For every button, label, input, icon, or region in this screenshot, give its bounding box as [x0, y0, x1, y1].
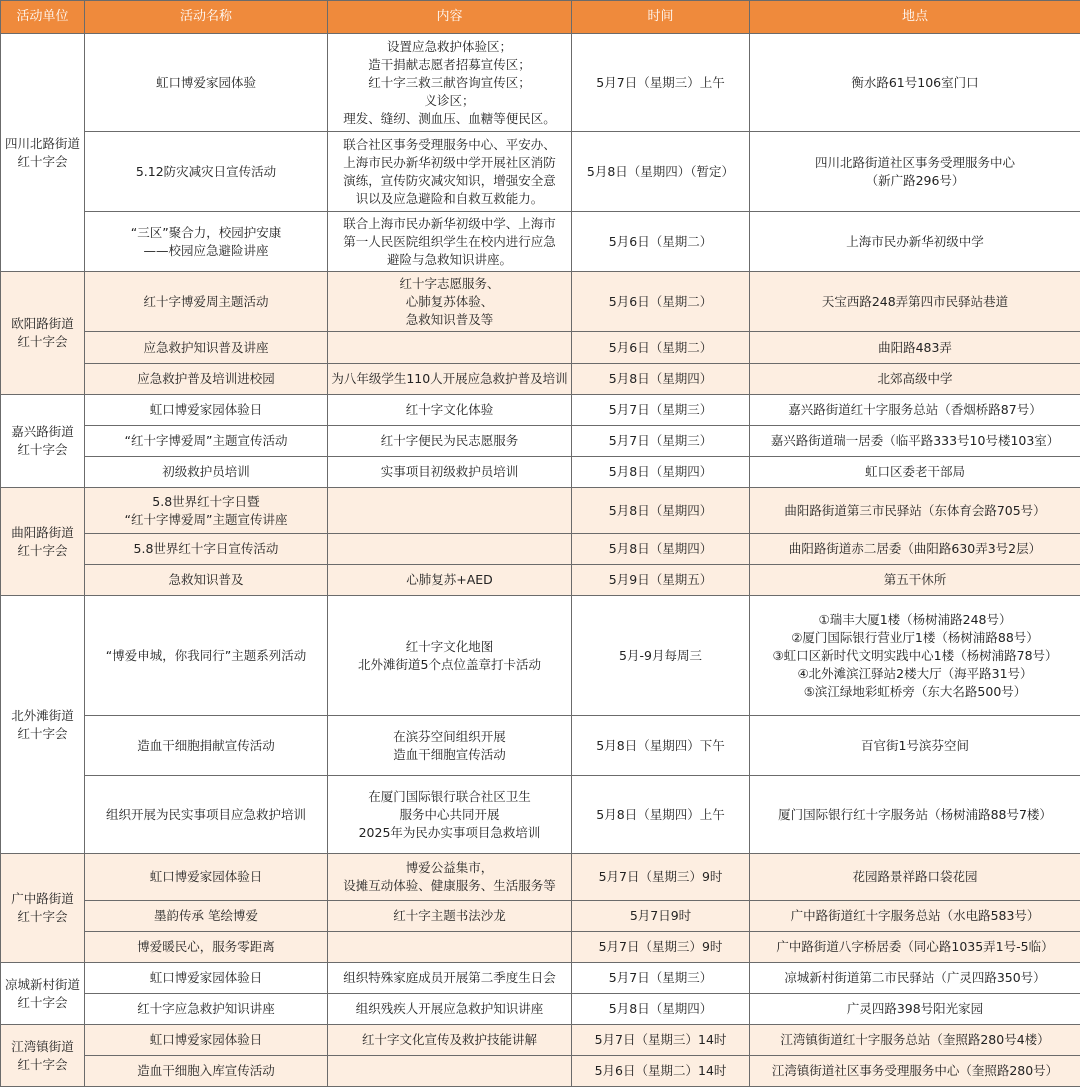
name-cell: 5.12防灾减灾日宣传活动 — [85, 132, 328, 212]
place-cell: 江湾镇街道红十字服务总站（奎照路280号4楼） — [750, 1025, 1080, 1056]
table-row — [1, 963, 1080, 994]
table-row — [1, 426, 1080, 457]
table-row — [1, 932, 1080, 963]
time-cell: 5月7日（星期三）上午 — [572, 34, 750, 132]
header-time: 时间 — [572, 1, 750, 34]
unit-cell: 嘉兴路街道 红十字会 — [1, 395, 85, 488]
time-cell: 5月9日（星期五） — [572, 565, 750, 596]
time-cell: 5月7日（星期三） — [572, 963, 750, 994]
place-cell: 厦门国际银行红十字服务站（杨树浦路88号7楼） — [750, 776, 1080, 854]
header-unit: 活动单位 — [1, 1, 85, 34]
name-cell: 博爱暖民心，服务零距离 — [85, 932, 328, 963]
place-cell: 曲阳路街道赤二居委（曲阳路630弄3号2层） — [750, 534, 1080, 565]
time-cell: 5月7日（星期三） — [572, 395, 750, 426]
place-cell: 广灵四路398号阳光家园 — [750, 994, 1080, 1025]
time-cell: 5月8日（星期四）（暂定） — [572, 132, 750, 212]
unit-cell: 曲阳路街道 红十字会 — [1, 488, 85, 596]
content-cell — [328, 1056, 572, 1087]
content-cell: 红十字主题书法沙龙 — [328, 901, 572, 932]
time-cell: 5月8日（星期四）下午 — [572, 716, 750, 776]
table-body — [1, 34, 1080, 1087]
header-place: 地点 — [750, 1, 1080, 34]
table-row — [1, 132, 1080, 212]
name-cell: 应急救护知识普及讲座 — [85, 332, 328, 364]
table-row — [1, 776, 1080, 854]
place-cell: 广中路街道红十字服务总站（水电路583号） — [750, 901, 1080, 932]
place-cell: 第五干休所 — [750, 565, 1080, 596]
name-cell: 红十字博爱周主题活动 — [85, 272, 328, 332]
place-cell: 广中路街道八字桥居委（同心路1035弄1号-5临） — [750, 932, 1080, 963]
table-row — [1, 901, 1080, 932]
content-cell: 红十字文化地图 北外滩街道5个点位盖章打卡活动 — [328, 596, 572, 716]
unit-cell: 北外滩街道 红十字会 — [1, 596, 85, 854]
table-row — [1, 364, 1080, 395]
place-cell: 江湾镇街道社区事务受理服务中心（奎照路280号） — [750, 1056, 1080, 1087]
table-row — [1, 332, 1080, 364]
content-cell: 在厦门国际银行联合社区卫生 服务中心共同开展 2025年为民办实事项目急救培训 — [328, 776, 572, 854]
content-cell: 博爱公益集市， 设摊互动体验、健康服务、生活服务等 — [328, 854, 572, 901]
place-cell: 嘉兴路街道瑞一居委（临平路333号10号楼103室） — [750, 426, 1080, 457]
table-row — [1, 212, 1080, 272]
header-name: 活动名称 — [85, 1, 328, 34]
table-row — [1, 565, 1080, 596]
time-cell: 5月8日（星期四） — [572, 457, 750, 488]
name-cell: 初级救护员培训 — [85, 457, 328, 488]
content-cell: 红十字便民为民志愿服务 — [328, 426, 572, 457]
place-cell: 虹口区委老干部局 — [750, 457, 1080, 488]
time-cell: 5月6日（星期二） — [572, 212, 750, 272]
time-cell: 5月7日（星期三）9时 — [572, 932, 750, 963]
content-cell: 联合上海市民办新华初级中学、上海市 第一人民医院组织学生在校内进行应急 避险与急救知识讲座。 — [328, 212, 572, 272]
place-cell: 百官街1号滨芬空间 — [750, 716, 1080, 776]
place-cell: 曲阳路483弄 — [750, 332, 1080, 364]
place-cell: 四川北路街道社区事务受理服务中心 （新广路296号） — [750, 132, 1080, 212]
table-row — [1, 854, 1080, 901]
table-row — [1, 716, 1080, 776]
time-cell: 5月8日（星期四） — [572, 994, 750, 1025]
table-row — [1, 34, 1080, 132]
table-row — [1, 1025, 1080, 1056]
name-cell: 虹口博爱家园体验日 — [85, 963, 328, 994]
time-cell: 5月6日（星期二）14时 — [572, 1056, 750, 1087]
place-cell: 天宝西路248弄第四市民驿站巷道 — [750, 272, 1080, 332]
table-row — [1, 395, 1080, 426]
unit-cell: 欧阳路街道 红十字会 — [1, 272, 85, 395]
unit-cell: 江湾镇街道 红十字会 — [1, 1025, 85, 1087]
time-cell: 5月8日（星期四）上午 — [572, 776, 750, 854]
content-cell — [328, 932, 572, 963]
time-cell: 5月7日（星期三）14时 — [572, 1025, 750, 1056]
unit-cell: 广中路街道 红十字会 — [1, 854, 85, 963]
table-row — [1, 272, 1080, 332]
table-row — [1, 534, 1080, 565]
name-cell: 墨韵传承 笔绘博爱 — [85, 901, 328, 932]
name-cell: 虹口博爱家园体验日 — [85, 395, 328, 426]
header-content: 内容 — [328, 1, 572, 34]
content-cell: 联合社区事务受理服务中心、平安办、 上海市民办新华初级中学开展社区消防 演练，宣传防灾减灾知识，增强安全意 识以及应急避险和自救互救能力。 — [328, 132, 572, 212]
name-cell: 红十字应急救护知识讲座 — [85, 994, 328, 1025]
place-cell: 衡水路61号106室门口 — [750, 34, 1080, 132]
name-cell: 组织开展为民实事项目应急救护培训 — [85, 776, 328, 854]
content-cell: 红十字文化宣传及救护技能讲解 — [328, 1025, 572, 1056]
place-cell: 嘉兴路街道红十字服务总站（香烟桥路87号） — [750, 395, 1080, 426]
time-cell: 5月8日（星期四） — [572, 534, 750, 565]
content-cell: 组织残疾人开展应急救护知识讲座 — [328, 994, 572, 1025]
name-cell: “博爱申城，你我同行”主题系列活动 — [85, 596, 328, 716]
table-row — [1, 596, 1080, 716]
name-cell: 虹口博爱家园体验日 — [85, 854, 328, 901]
content-cell: 红十字志愿服务、 心肺复苏体验、 急救知识普及等 — [328, 272, 572, 332]
time-cell: 5月8日（星期四） — [572, 364, 750, 395]
place-cell: 曲阳路街道第三市民驿站（东体育会路705号） — [750, 488, 1080, 534]
time-cell: 5月8日（星期四） — [572, 488, 750, 534]
content-cell: 为八年级学生110人开展应急救护普及培训 — [328, 364, 572, 395]
time-cell: 5月-9月每周三 — [572, 596, 750, 716]
time-cell: 5月7日（星期三）9时 — [572, 854, 750, 901]
content-cell — [328, 534, 572, 565]
header-row — [1, 1, 1080, 34]
content-cell: 心肺复苏+AED — [328, 565, 572, 596]
content-cell: 在滨芬空间组织开展 造血干细胞宣传活动 — [328, 716, 572, 776]
time-cell: 5月6日（星期二） — [572, 332, 750, 364]
time-cell: 5月7日（星期三） — [572, 426, 750, 457]
time-cell: 5月6日（星期二） — [572, 272, 750, 332]
name-cell: 虹口博爱家园体验 — [85, 34, 328, 132]
name-cell: “三区”聚合力，校园护安康 ——校园应急避险讲座 — [85, 212, 328, 272]
place-cell: ①瑞丰大厦1楼（杨树浦路248号） ②厦门国际银行营业厅1楼（杨树浦路88号） ③虹口区新时代文明实践中心1楼（杨树浦路78号） ④北外滩滨江驿站2楼大厅（海平路31号） ⑤滨江绿地彩虹桥旁（东大名路500号） — [750, 596, 1080, 716]
content-cell — [328, 332, 572, 364]
name-cell: 应急救护普及培训进校园 — [85, 364, 328, 395]
unit-cell: 凉城新村街道 红十字会 — [1, 963, 85, 1025]
name-cell: 5.8世界红十字日宣传活动 — [85, 534, 328, 565]
content-cell — [328, 488, 572, 534]
table-row — [1, 1056, 1080, 1087]
name-cell: 5.8世界红十字日暨 “红十字博爱周”主题宣传讲座 — [85, 488, 328, 534]
place-cell: 凉城新村街道第二市民驿站（广灵四路350号） — [750, 963, 1080, 994]
unit-cell: 四川北路街道 红十字会 — [1, 34, 85, 272]
name-cell: “红十字博爱周”主题宣传活动 — [85, 426, 328, 457]
content-cell: 实事项目初级救护员培训 — [328, 457, 572, 488]
place-cell: 北郊高级中学 — [750, 364, 1080, 395]
name-cell: 造血干细胞入库宣传活动 — [85, 1056, 328, 1087]
content-cell: 红十字文化体验 — [328, 395, 572, 426]
name-cell: 急救知识普及 — [85, 565, 328, 596]
time-cell: 5月7日9时 — [572, 901, 750, 932]
table-row — [1, 488, 1080, 534]
name-cell: 虹口博爱家园体验日 — [85, 1025, 328, 1056]
table-row — [1, 457, 1080, 488]
content-cell: 组织特殊家庭成员开展第二季度生日会 — [328, 963, 572, 994]
place-cell: 上海市民办新华初级中学 — [750, 212, 1080, 272]
content-cell: 设置应急救护体验区； 造干捐献志愿者招募宣传区； 红十字三救三献咨询宣传区； 义诊区； 理发、缝纫、测血压、血糖等便民区。 — [328, 34, 572, 132]
table-row — [1, 994, 1080, 1025]
name-cell: 造血干细胞捐献宣传活动 — [85, 716, 328, 776]
place-cell: 花园路景祥路口袋花园 — [750, 854, 1080, 901]
